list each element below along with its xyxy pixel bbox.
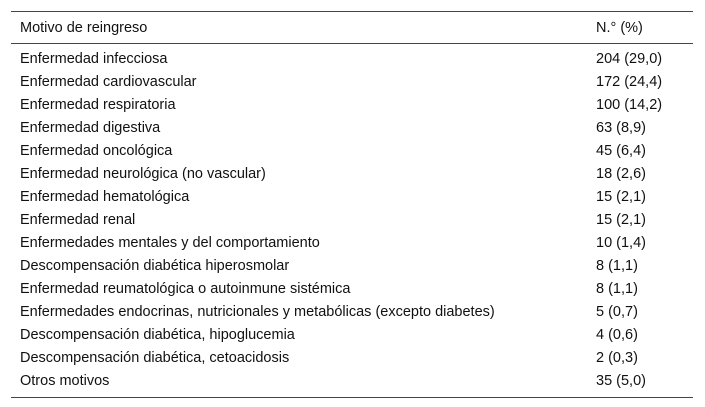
table-row [11, 208, 693, 231]
table-row [11, 70, 693, 93]
table-body [11, 44, 693, 398]
table-row [11, 300, 693, 323]
table-header-row [11, 12, 693, 44]
cell-motivo: Descompensación diabética hiperosmolar [20, 257, 290, 274]
table-row [11, 139, 693, 162]
header-numero: N.° (%) [596, 19, 643, 36]
table-row [11, 346, 693, 369]
cell-numero: 100 (14,2) [596, 96, 663, 113]
table-row [11, 323, 693, 346]
table-row [11, 231, 693, 254]
cell-numero: 172 (24,4) [596, 73, 663, 90]
cell-numero: 15 (2,1) [596, 211, 646, 228]
table-row [11, 162, 693, 185]
cell-motivo: Enfermedad hematológica [20, 188, 190, 205]
cell-motivo: Enfermedad neurológica (no vascular) [20, 165, 266, 182]
cell-motivo: Enfermedad respiratoria [20, 96, 176, 113]
cell-numero: 15 (2,1) [596, 188, 646, 205]
cell-numero: 204 (29,0) [596, 50, 663, 67]
cell-numero: 2 (0,3) [596, 349, 638, 366]
cell-motivo: Otros motivos [20, 372, 110, 389]
cell-motivo: Enfermedad cardiovascular [20, 73, 197, 90]
cell-motivo: Enfermedad reumatológica o autoinmune sistémica [20, 280, 351, 297]
cell-motivo: Enfermedad infecciosa [20, 50, 168, 67]
cell-motivo: Descompensación diabética, cetoacidosis [20, 349, 290, 366]
cell-numero: 35 (5,0) [596, 372, 646, 389]
cell-numero: 18 (2,6) [596, 165, 646, 182]
cell-numero: 45 (6,4) [596, 142, 646, 159]
table-row [11, 369, 693, 398]
table-header [11, 12, 693, 44]
readmission-table-container [11, 11, 693, 398]
table-row [11, 93, 693, 116]
readmission-reasons-table [11, 11, 693, 398]
cell-numero: 10 (1,4) [596, 234, 646, 251]
table-row [11, 44, 693, 71]
cell-motivo: Descompensación diabética, hipoglucemia [20, 326, 295, 343]
table-row [11, 254, 693, 277]
table-row [11, 116, 693, 139]
cell-motivo: Enfermedad renal [20, 211, 136, 228]
cell-motivo: Enfermedad digestiva [20, 119, 161, 136]
cell-numero: 8 (1,1) [596, 257, 638, 274]
cell-motivo: Enfermedades endocrinas, nutricionales y metabólicas (excepto diabetes) [20, 303, 495, 320]
cell-numero: 8 (1,1) [596, 280, 638, 297]
cell-numero: 4 (0,6) [596, 326, 638, 343]
cell-numero: 63 (8,9) [596, 119, 646, 136]
table-row [11, 185, 693, 208]
cell-motivo: Enfermedades mentales y del comportamiento [20, 234, 320, 251]
cell-motivo: Enfermedad oncológica [20, 142, 173, 159]
header-motivo: Motivo de reingreso [20, 19, 148, 36]
table-row [11, 277, 693, 300]
cell-numero: 5 (0,7) [596, 303, 638, 320]
